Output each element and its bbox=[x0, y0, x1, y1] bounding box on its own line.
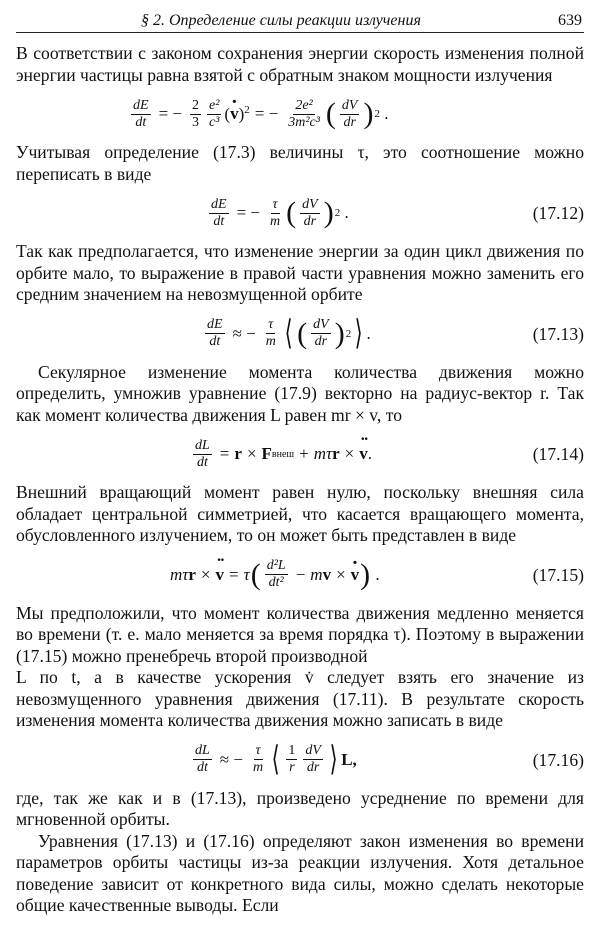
equation-17-14: $\frac{dL}{dt}$ = r × F внеш + mτ r × v ·· . (17.14) bbox=[16, 426, 584, 482]
equation-number: (17.13) bbox=[532, 323, 584, 344]
paragraph-6: Мы предположили, что момент количества движения медленно меняется во времени (т. е. мало меняется за время порядка τ). Поэтому в выражении (17.15) можно пренебречь второй производной bbox=[16, 602, 584, 666]
paragraph-4: Секулярное изменение момента количества движения можно определить, умножив уравнение (17.9) векторно на радиус-вектор r. Так как момент количества движения L равен mr × v, то bbox=[16, 361, 584, 425]
equation-number: (17.14) bbox=[532, 444, 584, 464]
paragraph-1: В соответствии с законом сохранения энергии скорость изменения полной энергии частицы равна взятой с обратным знаком мощности излучения bbox=[16, 43, 584, 85]
equation-number: (17.15) bbox=[532, 564, 584, 585]
equation-energy-loss: $\frac{dE}{dt}$ = − $\frac{2}{3}$ $\frac{\text{e²}}{\text{c³}}$ $(v \cdot)^2$ = − $\frac{\text{2e²}}{\text{3m²c³}}$ ( $\frac{dV}{dr}$ ) 2 . bbox=[16, 86, 584, 142]
page bbox=[16, 0, 584, 917]
paragraph-9: Уравнения (17.13) и (17.16) определяют закон изменения во времени параметров орбиты частицы из-за реакции излучения. Хотя детальное поведение зависит от конкретного вида силы, можно сделать некоторые общие качественные выводы. Если bbox=[16, 830, 584, 915]
page-number: 639 bbox=[558, 12, 582, 29]
paragraph-5: Внешний вращающий момент равен нулю, поскольку внешняя сила обладает центральной симметрией, что касается вращающего момента, обусловленного излучением, то он может быть представлен в виде bbox=[16, 482, 584, 545]
equation-number: (17.16) bbox=[532, 749, 584, 770]
paragraph-3: Так как предполагается, что изменение энергии за один цикл движения по орбите мало, то выражение в правой части уравнения можно заменить его средним значением на невозмущенной орбите bbox=[16, 241, 584, 304]
paragraph-8: где, так же как и в (17.13), произведено усреднение по времени для мгновенной орбиты. bbox=[16, 787, 584, 829]
paragraph-2: Учитывая определение (17.3) величины τ, это соотношение можно переписать в виде bbox=[16, 142, 584, 184]
running-title: § 2. Определение силы реакции излучения bbox=[141, 12, 421, 29]
paragraph-7: L по t, а в качестве ускорения v̇ следует взять его значение из невозмущенного уравнения движения (17.11). В результате скорость изменения момента количества движения можно записать в виде bbox=[16, 667, 584, 730]
equation-number: (17.12) bbox=[532, 203, 584, 223]
page-header bbox=[16, 4, 584, 33]
equation-17-16: $\frac{dL}{dt}$ ≈ − $\frac{\tau}{m}$ ⟨ $\frac{1}{r}$ $\frac{dV}{dr}$ ⟩ L, (17.16) bbox=[195, 740, 584, 778]
equation-17-12: $\frac{dE}{dt}$ = − $\frac{\tau}{m}$ ( $\frac{dV}{dr}$ ) 2 . (17.12) bbox=[211, 196, 584, 229]
equation-17-15: mτ r × v ·· = τ ( $\frac{\text{d²L}}{\text{dt²}}$ − m v × v · ) . (17.15) bbox=[16, 547, 584, 603]
equation-17-13: $\frac{dE}{dt}$ ≈ − $\frac{\tau}{m}$ ⟨ ( $\frac{dV}{dr}$ ) 2 ⟩ . (17.13) bbox=[207, 314, 584, 352]
